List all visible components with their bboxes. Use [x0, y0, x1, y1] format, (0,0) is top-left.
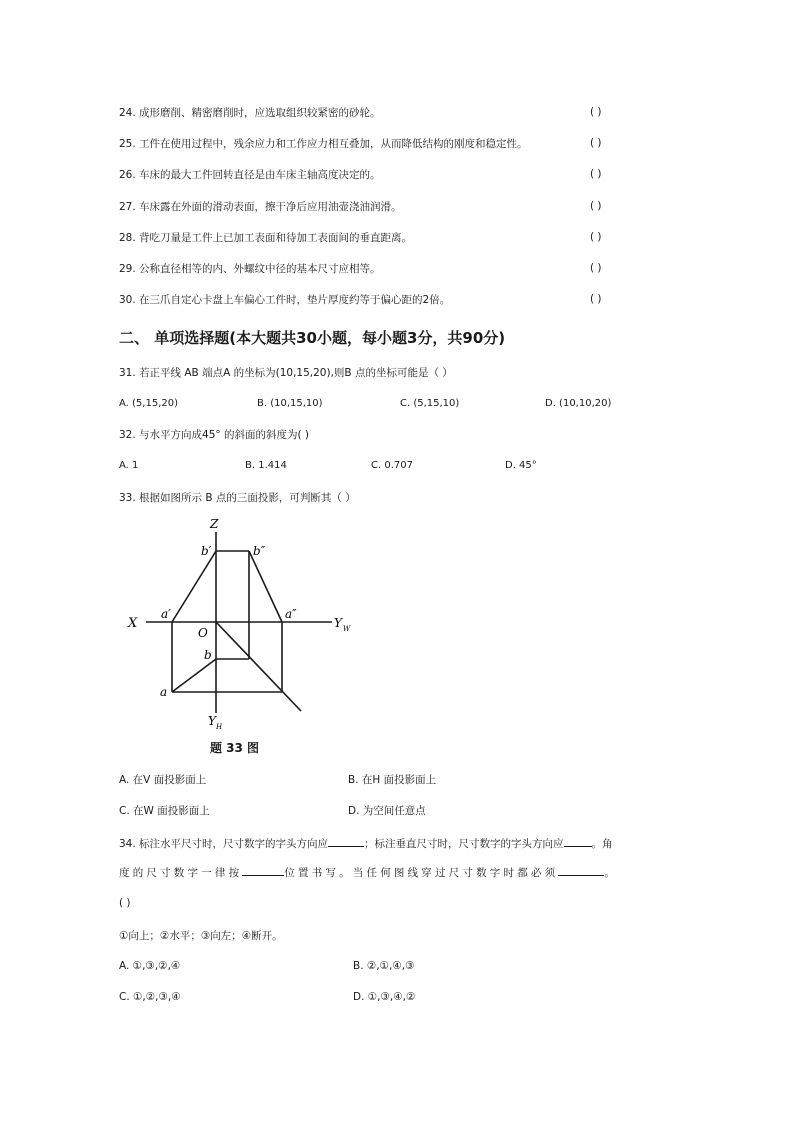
question-34-text-a: 34. 标注水平尺寸时，尺寸数字的字头方向应 [119, 838, 329, 850]
answer-paren: ( ) [590, 168, 602, 180]
answer-paren: ( ) [590, 106, 602, 118]
label-yh: Y [208, 714, 216, 728]
question-31-text: 31. 若正平线 AB 端点A 的坐标为(10,15,20),则B 点的坐标可能是（ ） [119, 367, 453, 379]
question-text: 29. 公称直径相等的内、外螺纹中径的基本尺寸应相等。 [119, 263, 381, 275]
question-text: 27. 车床露在外面的滑动表面，擦干净后应用油壶浇油润滑。 [119, 201, 402, 213]
label-b-prime: b′ [201, 544, 212, 558]
label-yh-sub: H [216, 723, 223, 731]
question-34-text-c: 。角 [591, 838, 613, 850]
answer-paren: ( ) [590, 231, 602, 243]
answer-blank-3 [242, 864, 284, 876]
label-a-double-prime: a″ [285, 607, 297, 621]
option-c: C. 在W 面投影面上 [119, 805, 210, 817]
label-x: X [128, 616, 138, 631]
option-b: B. 1.414 [245, 460, 287, 471]
option-c: C. 0.707 [371, 460, 413, 471]
label-z: Z [210, 517, 219, 531]
question-text: 25. 工件在使用过程中，残余应力和工作应力相互叠加，从而降低结构的刚度和稳定性。 [119, 138, 528, 150]
option-c: C. ①,②,③,④ [119, 991, 181, 1003]
question-34-text-b: ；标注垂直尺寸时，尺寸数字的字头方向应 [364, 838, 564, 850]
option-b: B. (10,15,10) [257, 398, 323, 409]
option-b: B. 在H 面投影面上 [348, 774, 437, 786]
option-b: B. ②,①,④,③ [353, 960, 415, 972]
label-b: b [204, 648, 212, 662]
answer-paren: ( ) [590, 262, 602, 274]
answer-blank-1 [328, 835, 364, 847]
label-yw-sub: W [343, 625, 351, 633]
answer-paren: ( ) [590, 200, 602, 212]
answer-paren: ( ) [590, 293, 602, 305]
option-c: C. (5,15,10) [400, 398, 460, 409]
question-34-text-e: 位置书写。当任何图线穿过尺寸数字时都必须 [284, 867, 559, 879]
question-32-text: 32. 与水平方向成45° 的斜面的斜度为( ) [119, 429, 310, 441]
question-33-text: 33. 根据如图所示 B 点的三面投影，可判断其（ ） [119, 492, 356, 504]
question-text: 28. 背吃刀量是工件上已加工表面和待加工表面间的垂直距离。 [119, 232, 413, 244]
figure-caption: 题 33 图 [210, 741, 260, 755]
option-d: D. (10,10,20) [545, 398, 612, 409]
answer-paren: ( ) [119, 897, 131, 909]
option-a: A. ①,③,②,④ [119, 960, 181, 972]
label-a: a [160, 685, 168, 699]
label-a-prime: a′ [161, 607, 171, 621]
question-34-text-d: 度的尺寸数字一律按 [119, 867, 243, 879]
answer-paren: ( ) [590, 137, 602, 149]
question-text: 30. 在三爪自定心卡盘上车偏心工件时，垫片厚度约等于偏心距的2倍。 [119, 294, 451, 306]
answer-blank-4 [558, 864, 604, 876]
option-a: A. 在V 面投影面上 [119, 774, 207, 786]
projection-diagram [120, 512, 380, 762]
answer-blank-2 [564, 835, 592, 847]
question-text: 26. 车床的最大工件回转直径是由车床主轴高度决定的。 [119, 169, 381, 181]
question-34-hint: ①向上；②水平；③向左；④断开。 [119, 930, 283, 942]
question-34-text-f: 。 [604, 867, 619, 879]
question-34-line-2 [119, 864, 618, 880]
option-d: D. 为空间任意点 [348, 805, 426, 817]
option-d: D. 45° [505, 460, 537, 471]
option-a: A. 1 [119, 460, 139, 471]
question-34-line-1 [119, 835, 613, 851]
label-yw: Y [334, 616, 342, 630]
section-heading: 二、 单项选择题(本大题共30小题，每小题3分，共90分) [119, 329, 506, 347]
label-o: O [198, 626, 208, 640]
option-d: D. ①,③,④,② [353, 991, 416, 1003]
diagonal-line [216, 622, 301, 711]
label-b-double-prime: b″ [253, 544, 266, 558]
option-a: A. (5,15,20) [119, 398, 178, 409]
question-text: 24. 成形磨削、精密磨削时，应选取组织较紧密的砂轮。 [119, 107, 381, 119]
